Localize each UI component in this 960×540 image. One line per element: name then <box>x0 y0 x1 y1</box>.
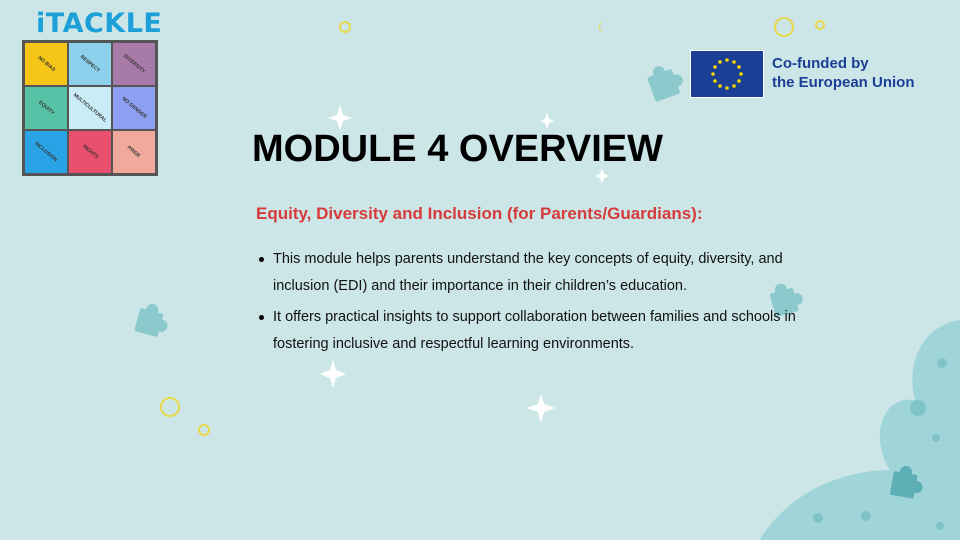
puzzle-tile <box>112 42 156 86</box>
puzzle-tile-label: INCLUSION <box>33 140 59 164</box>
puzzle-tile-label: RESPECT <box>79 54 101 74</box>
sparkle-icon <box>540 113 554 129</box>
itackle-logo-text: iTACKLE <box>36 8 163 39</box>
ring-icon <box>775 18 793 36</box>
eu-stars-icon <box>691 51 763 97</box>
moon-icon <box>599 21 604 33</box>
puzzle-tile <box>24 130 68 174</box>
eu-line-1: Co-funded by <box>772 55 869 72</box>
puzzle-tile-label: NO BIAS <box>36 55 56 73</box>
ring-icon <box>161 398 179 416</box>
bullet-item: This module helps parents understand the key concepts of equity, diversity, and inclusion (EDI) and their importance in their children’s education. <box>258 246 818 300</box>
ring-icon <box>816 21 824 29</box>
blob-dot <box>936 522 944 530</box>
blob-dot <box>861 511 871 521</box>
eu-cofunded-label <box>772 54 915 92</box>
puzzle-tile-label: EQUITY <box>36 99 56 117</box>
puzzle-tile-label: RIGHTS <box>80 143 100 161</box>
puzzle-tile-label: NO GENDER <box>120 95 148 121</box>
puzzle-tile <box>112 86 156 130</box>
blob-dot <box>937 358 947 368</box>
puzzle-tile <box>24 42 68 86</box>
blob-dot <box>910 400 926 416</box>
eu-line-2: the European Union <box>772 74 915 91</box>
slide-subtitle: Equity, Diversity and Inclusion (for Parents/Guardians): <box>256 204 703 223</box>
puzzle-tile-label: PRIDE <box>126 144 142 160</box>
puzzle-tile <box>24 86 68 130</box>
puzzle-tile-label: DIVERSITY <box>121 53 147 75</box>
bullet-list <box>258 246 818 362</box>
ring-icon <box>340 22 350 32</box>
eu-flag-icon <box>690 50 764 98</box>
ring-icon <box>199 425 209 435</box>
blob-dot <box>932 434 940 442</box>
puzzle-tile <box>112 130 156 174</box>
itackle-puzzle-logo <box>22 40 158 176</box>
puzzle-piece-icon <box>134 301 172 339</box>
blob-dot <box>813 513 823 523</box>
puzzle-piece-icon <box>645 60 687 102</box>
puzzle-tile <box>68 86 112 130</box>
puzzle-tile <box>68 42 112 86</box>
puzzle-tile <box>68 130 112 174</box>
puzzle-tile-label: MULTICULTURAL <box>72 92 108 124</box>
sparkle-icon <box>527 394 555 423</box>
sparkle-icon <box>320 360 346 388</box>
slide-title: MODULE 4 OVERVIEW <box>252 128 664 170</box>
bullet-item: It offers practical insights to support collaboration between families and schools in fostering inclusive and respectful learning environments. <box>258 304 818 358</box>
